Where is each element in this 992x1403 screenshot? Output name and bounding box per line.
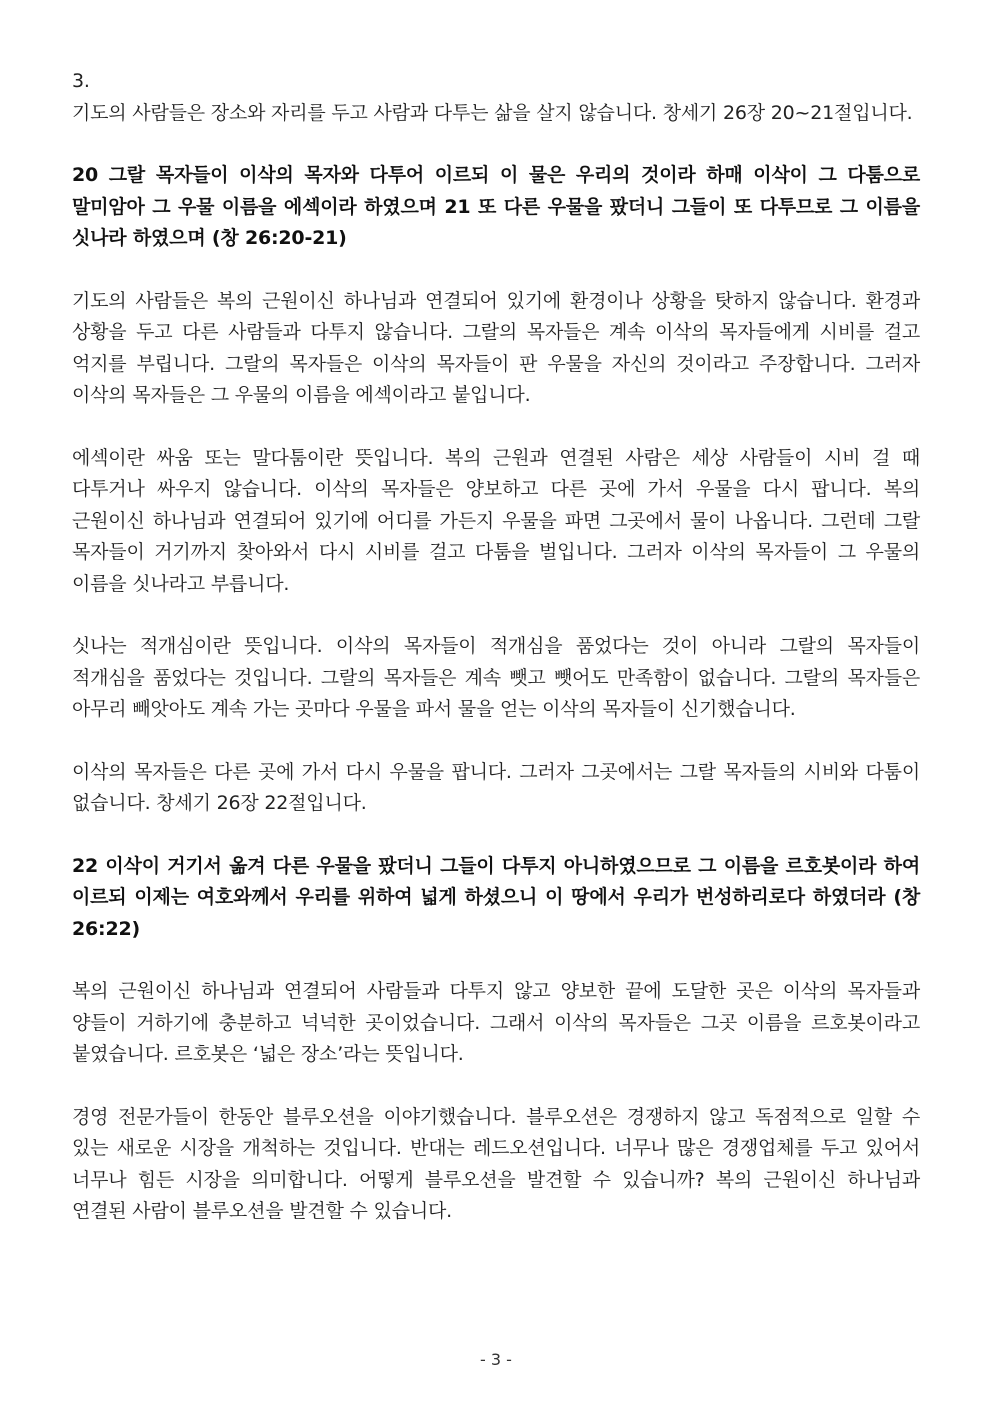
paragraph-new-well: 이삭의 목자들은 다른 곳에 가서 다시 우물을 팝니다. 그러자 그곳에서는 그랄 목자들의 시비와 다툼이 없습니다. 창세기 26장 22절입니다. (72, 760, 920, 814)
paragraph-sitnah-meaning: 싯나는 적개심이란 뜻입니다. 이삭의 목자들이 적개심을 품었다는 것이 아니라 그랄의 목자들이 적개심을 품었다는 것입니다. 그랄의 목자들은 계속 뺏고 뺏어도 만족함이 없습니다. 그랄의 목자들은 아무리 빼앗아도 계속 가는 곳마다 우물을 파서 물을 얻는 이삭의 목자들이 신기했습니다. (72, 635, 920, 720)
scripture-quote-26-22: 22 이삭이 거기서 옮겨 다른 우물을 팠더니 그들이 다투지 아니하였으므로 그 이름을 르호봇이라 하여 이르되 이제는 여호와께서 우리를 위하여 넓게 하셨으니 이 땅에서 우리가 번성하리로다 하였더라 (창 26:22) (72, 854, 920, 940)
paragraph-rehoboth-meaning: 복의 근원이신 하나님과 연결되어 사람들과 다투지 않고 양보한 끝에 도달한 곳은 이삭의 목자들과 양들이 거하기에 충분하고 넉넉한 곳이었습니다. 그래서 이삭의 목자들은 그곳 이름을 르호봇이라고 붙였습니다. 르호봇은 ‘넓은 장소’라는 뜻입니다. (72, 980, 920, 1065)
paragraph-blue-ocean: 경영 전문가들이 한동안 블루오션을 이야기했습니다. 블루오션은 경쟁하지 않고 독점적으로 일할 수 있는 새로운 시장을 개척하는 것입니다. 반대는 레드오션입니다. 너무나 많은 경쟁업체를 두고 있어서 너무나 힘든 시장을 의미합니다. 어떻게 블루오션을 발견할 수 있습니까? 복의 근원이신 하나님과 연결된 사람이 블루오션을 발견할 수 있습니다. (72, 1105, 920, 1222)
paragraph-prayer-people: 기도의 사람들은 복의 근원이신 하나님과 연결되어 있기에 환경이나 상황을 탓하지 않습니다. 환경과 상황을 두고 다른 사람들과 다투지 않습니다. 그랄의 목자들은 계속 이삭의 목자들에게 시비를 걸고 억지를 부립니다. 그랄의 목자들은 이삭의 목자들이 판 우물을 자신의 것이라고 주장합니다. 그러자 이삭의 목자들은 그 우물의 이름을 에섹이라고 붙입니다. (72, 289, 920, 406)
document-page (72, 66, 920, 1259)
page-number: - 3 - (480, 1350, 512, 1369)
scripture-quote-26-20-21: 20 그랄 목자들이 이삭의 목자와 다투어 이르되 이 물은 우리의 것이라 하매 이삭이 그 다툼으로 말미암아 그 우물 이름을 에섹이라 하였으며 21 또 다른 우물을 팠더니 그들이 또 다투므로 그 이름을 싯나라 하였으며 (창 26:20-21) (72, 164, 920, 249)
section-number: 3. (72, 70, 90, 92)
paragraph-esek-meaning: 에섹이란 싸움 또는 말다툼이란 뜻입니다. 복의 근원과 연결된 사람은 세상 사람들이 시비 걸 때 다투거나 싸우지 않습니다. 이삭의 목자들은 양보하고 다른 곳에 가서 우물을 다시 팝니다. 복의 근원이신 하나님과 연결되어 있기에 어디를 가든지 우물을 파면 그곳에서 물이 나옵니다. 그런데 그랄 목자들이 거기까지 찾아와서 다시 시비를 걸고 다툼을 벌입니다. 그러자 이삭의 목자들이 그 우물의 이름을 싯나라고 부릅니다. (72, 446, 920, 595)
paragraph-intro: 기도의 사람들은 장소와 자리를 두고 사람과 다투는 삶을 살지 않습니다. 창세기 26장 20~21절입니다. (72, 101, 913, 124)
